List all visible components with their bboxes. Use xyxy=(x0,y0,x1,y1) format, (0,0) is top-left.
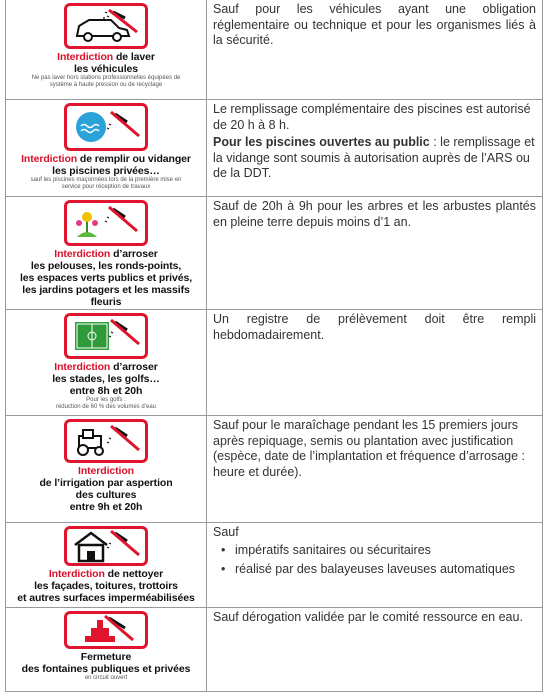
caption-red: Interdiction xyxy=(57,51,114,63)
irrigation-prohibited-icon xyxy=(64,419,148,463)
caption xyxy=(6,465,206,513)
caption-line: Fermeture xyxy=(80,651,132,663)
icon-cell xyxy=(6,523,207,608)
caption-black: de remplir ou vidanger xyxy=(77,153,191,165)
caption xyxy=(6,568,206,604)
caption-line: les véhicules xyxy=(73,63,139,75)
rule-text xyxy=(207,416,543,523)
icon-cell xyxy=(6,416,207,523)
caption-black: d’arroser xyxy=(110,248,158,260)
caption-line: les piscines privées… xyxy=(52,165,160,177)
restrictions-table xyxy=(5,0,543,692)
bullet-list xyxy=(213,543,536,578)
rule-text-p2: : le remplissage et la vidange sont soumis à autorisation auprès de l’ARS ou de la DDT. xyxy=(213,135,535,180)
caption-line: les jardins potagers et les massifs fleuris xyxy=(22,284,190,308)
caption xyxy=(6,651,206,675)
icon-cell xyxy=(6,310,207,416)
car-wash-prohibited-icon xyxy=(64,3,148,49)
rule-text-content: Un registre de prélèvement doit être rempli hebdomadairement. xyxy=(213,312,536,342)
caption-line: des cultures xyxy=(75,489,137,501)
icon-cell xyxy=(6,100,207,197)
caption-line: les espaces verts publics et privés, xyxy=(19,272,193,284)
rule-text-content: Sauf de 20h à 9h pour les arbres et les arbustes plantés en pleine terre depuis moins d’1 an. xyxy=(213,199,536,229)
caption-red: Interdiction xyxy=(48,568,105,580)
rule-text xyxy=(207,197,543,310)
caption-small: sauf les piscines maçonnées lors de la première mise en service pour réception de travaux xyxy=(30,177,182,190)
rule-text-content: Sauf dérogation validée par le comité ressource en eau. xyxy=(213,610,523,624)
caption-red: Interdiction xyxy=(54,248,111,260)
list-item: • impératifs sanitaires ou sécuritaires xyxy=(235,543,536,559)
caption-red: Interdiction xyxy=(21,153,78,165)
caption-line: de l’irrigation par aspertion xyxy=(39,477,173,489)
rule-text xyxy=(207,100,543,197)
rule-text-content: Sauf pour le maraîchage pendant les 15 premiers jours après repiquage, semis ou plantation avec justification (espèce, date de l’implantation et fréquence d’arrosage : heure et durée). xyxy=(213,418,525,479)
caption-black: de laver xyxy=(113,51,155,63)
rule-text-bold: Pour les piscines ouvertes au public xyxy=(213,135,430,149)
icon-cell xyxy=(6,197,207,310)
caption xyxy=(6,153,206,177)
table-row xyxy=(6,416,543,523)
table-row xyxy=(6,100,543,197)
stadium-watering-prohibited-icon xyxy=(64,313,148,359)
table-row xyxy=(6,197,543,310)
caption-line: entre 9h et 20h xyxy=(69,501,143,513)
caption-black: d’arroser xyxy=(110,361,158,373)
rule-text-p1: Le remplissage complémentaire des piscines est autorisé de 20 h à 8 h. xyxy=(213,102,531,132)
icon-cell xyxy=(6,0,207,100)
house-cleaning-prohibited-icon xyxy=(64,526,148,566)
garden-watering-prohibited-icon xyxy=(64,200,148,246)
caption-line: et autres surfaces imperméabilisées xyxy=(17,592,195,604)
caption-line: entre 8h et 20h xyxy=(69,385,143,397)
table-row xyxy=(6,0,543,100)
caption-red: Interdiction xyxy=(78,465,134,477)
rule-text xyxy=(207,523,543,608)
caption-red: Interdiction xyxy=(54,361,111,373)
caption-small: Pour les golfs : xyxy=(86,397,126,403)
pool-filling-prohibited-icon xyxy=(64,103,148,151)
fountain-closed-icon xyxy=(64,611,148,649)
caption-small: réduction de 60 % des volumes d’eau xyxy=(55,404,157,410)
rule-text-content: Sauf pour les véhicules ayant une obligation réglementaire ou technique et pour les organismes liés à la sécurité. xyxy=(213,2,536,47)
caption-small: Ne pas laver hors stations professionnelles équipées de système à haute pression ou de recyclage xyxy=(31,75,181,88)
caption xyxy=(6,248,206,308)
rule-text xyxy=(207,0,543,100)
rule-text-content: Sauf xyxy=(213,525,239,539)
caption-line: les pelouses, les ronds-points, xyxy=(30,260,182,272)
list-item: • réalisé par des balayeuses laveuses automatiques xyxy=(235,562,536,578)
table-row xyxy=(6,310,543,416)
caption-line: les façades, toitures, trottoirs xyxy=(34,580,178,592)
caption xyxy=(6,51,206,75)
caption-line: des fontaines publiques et privées xyxy=(21,663,191,675)
caption-black: de nettoyer xyxy=(104,568,164,580)
caption xyxy=(6,361,206,397)
table-row xyxy=(6,523,543,608)
rule-text xyxy=(207,310,543,416)
caption-line: les stades, les golfs… xyxy=(52,373,160,385)
caption-small: en circuit ouvert xyxy=(84,675,128,681)
